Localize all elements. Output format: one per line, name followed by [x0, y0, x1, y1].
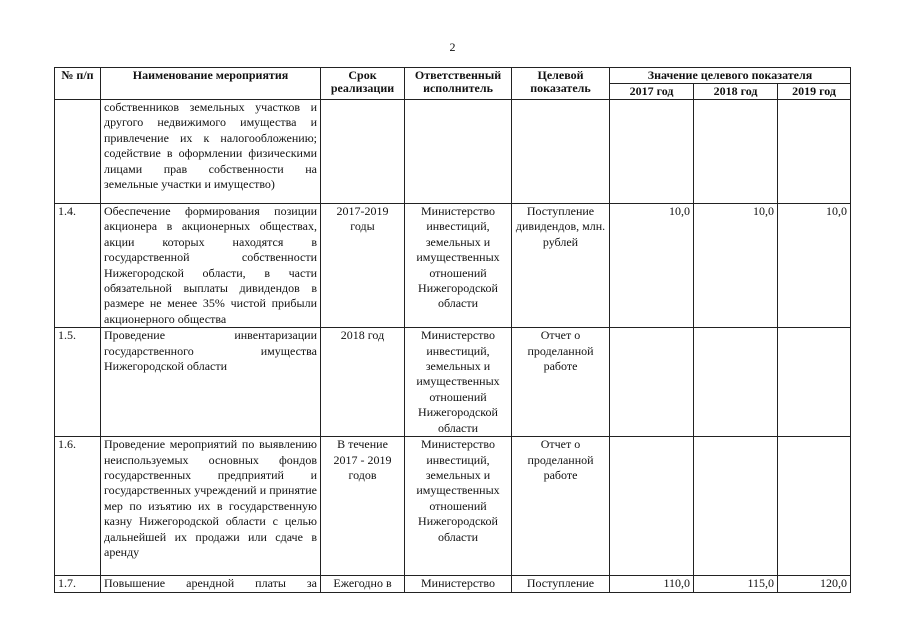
- table-row: [55, 576, 851, 593]
- table-row: [55, 437, 851, 576]
- header-responsible: Ответственный исполнитель: [405, 68, 512, 100]
- row-term: В течение 2017 - 2019 годов: [321, 437, 405, 576]
- row-num: 1.4.: [55, 204, 101, 328]
- row-indicator: Поступление дивидендов, млн. рублей: [512, 204, 610, 328]
- header-year-2018: 2018 год: [694, 84, 778, 100]
- row-value-2019: 120,0: [778, 576, 851, 593]
- header-term: Срок реализации: [321, 68, 405, 100]
- row-value-2018: 115,0: [694, 576, 778, 593]
- header-target-value: Значение целевого показателя: [610, 68, 851, 84]
- row-indicator: [512, 100, 610, 204]
- header-name: Наименование мероприятия: [101, 68, 321, 100]
- row-term: Ежегодно в: [321, 576, 405, 593]
- row-indicator: Отчет о проделанной работе: [512, 437, 610, 576]
- row-responsible: Министерство инвестиций, земельных и имущественных отношений Нижегородской области: [405, 328, 512, 437]
- row-value-2018: [694, 437, 778, 576]
- row-responsible: Министерство инвестиций, земельных и имущественных отношений Нижегородской области: [405, 204, 512, 328]
- row-value-2019: [778, 100, 851, 204]
- header-num: № п/п: [55, 68, 101, 100]
- row-name: собственников земельных участков и другого недвижимого имущества и привлечение их к налогообложению; содействие в оформлении физическими лицами прав собственности на земельные участки и имущество): [101, 100, 321, 204]
- row-value-2017: [610, 328, 694, 437]
- row-term: 2018 год: [321, 328, 405, 437]
- row-value-2019: 10,0: [778, 204, 851, 328]
- row-name: Повышение арендной платы за: [101, 576, 321, 593]
- row-name: Проведение мероприятий по выявлению неиспользуемых основных фондов государственных предприятий и государственных учреждений и принятие мер по изъятию их в государственную казну Нижегородской области с целью дальнейшей их продажи или сдаче в аренду: [101, 437, 321, 576]
- row-num: 1.7.: [55, 576, 101, 593]
- row-name: Обеспечение формирования позиции акционера в акционерных обществах, акции которых находятся в государственной собственности Нижегородской области, в части обязательной выплаты дивидендов в размере не менее 35% чистой прибыли акционерного общества: [101, 204, 321, 328]
- table-row: [55, 204, 851, 328]
- row-term: 2017-2019 годы: [321, 204, 405, 328]
- row-value-2017: [610, 100, 694, 204]
- row-indicator: Отчет о проделанной работе: [512, 328, 610, 437]
- row-indicator: Поступление: [512, 576, 610, 593]
- row-name: Проведение инвентаризации государственного имущества Нижегородской области: [101, 328, 321, 437]
- header-year-2017: 2017 год: [610, 84, 694, 100]
- row-num: [55, 100, 101, 204]
- row-num: 1.6.: [55, 437, 101, 576]
- row-responsible: Министерство: [405, 576, 512, 593]
- table-row: [55, 328, 851, 437]
- row-responsible: Министерство инвестиций, земельных и имущественных отношений Нижегородской области: [405, 437, 512, 576]
- row-num: 1.5.: [55, 328, 101, 437]
- row-value-2018: 10,0: [694, 204, 778, 328]
- row-value-2017: 110,0: [610, 576, 694, 593]
- row-value-2019: [778, 437, 851, 576]
- page-number: 2: [449, 40, 456, 54]
- row-responsible: [405, 100, 512, 204]
- row-value-2018: [694, 328, 778, 437]
- header-year-2019: 2019 год: [778, 84, 851, 100]
- measures-table: [54, 67, 851, 593]
- row-value-2019: [778, 328, 851, 437]
- row-value-2018: [694, 100, 778, 204]
- header-indicator: Целевой показатель: [512, 68, 610, 100]
- row-term: [321, 100, 405, 204]
- table-row: [55, 100, 851, 204]
- row-value-2017: [610, 437, 694, 576]
- header-row-1: [55, 68, 851, 84]
- row-value-2017: 10,0: [610, 204, 694, 328]
